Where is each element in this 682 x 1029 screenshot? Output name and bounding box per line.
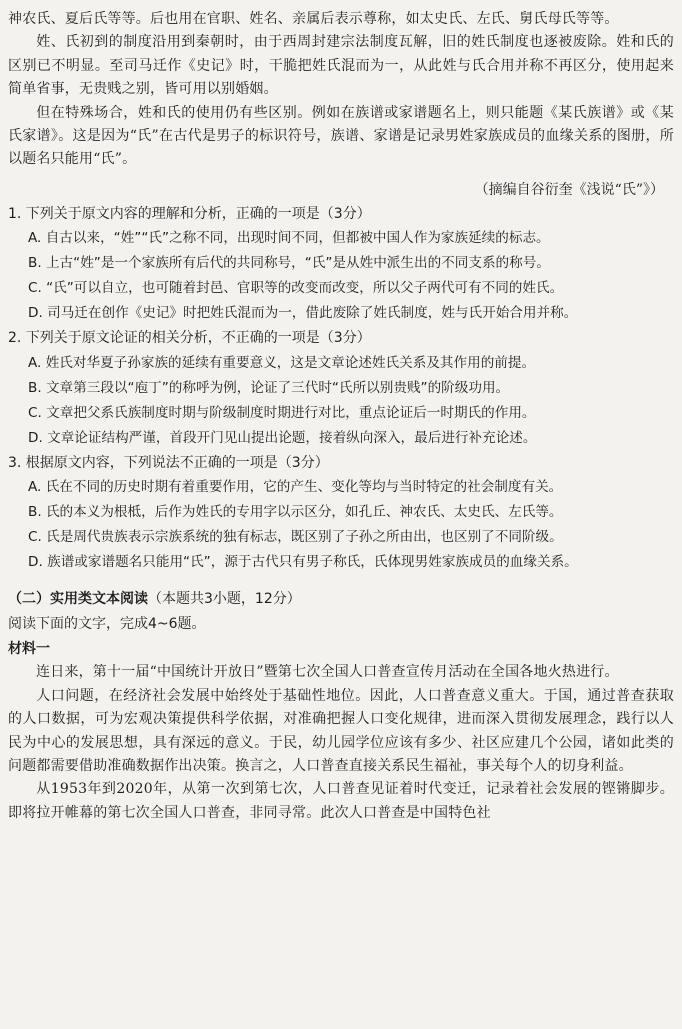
special-occasion-text: 但在特殊场合，姓和氏的使用仍有些区别。例如在族谱或家谱题名上，则只能题《某氏族谱》或《某氏家谱》。这是因为“氏”在古代是男子的标识符号，族谱、家谱是记录男姓家族成员的血缘关系的图册，所以题名只能用“氏”。 — [8, 104, 674, 168]
question-3-stem: 3. 根据原文内容，下列说法不正确的一项是（3分） — [8, 454, 329, 471]
question-2-option-a: A. 姓氏对华夏子孙家族的延续有重要意义，这是文章论述姓氏关系及其作用的前提。 — [28, 354, 536, 371]
question-3-option-d: D. 族谱或家谱题名只能用“氏”，源于古代只有男子称氏，氏体现男姓家族成员的血缘关系。 — [28, 554, 578, 571]
question-2-stem: 2. 下列关于原文论证的相关分析，不正确的一项是（3分） — [8, 330, 371, 347]
question-3 — [8, 451, 674, 576]
material-1-paragraph-2-text: 人口问题，在经济社会发展中始终处于基础性地位。因此，人口普查意义重大。于国，通过普查获取的人口数据，可为宏观决策提供科学依据，对准确把握人口变化规律，进而深入贯彻发展理念，践行以人民为中心的发展思想，具有深远的意义。于民，幼儿园学位应该有多少、社区应建几个公园，诸如此类的问题都需要借助准确数据作出决策。换言之，人口普查直接关系民生福祉，事关每个人的切身利益。 — [8, 687, 674, 774]
question-3-option-a: A. 氏在不同的历史时期有着重要作用，它的产生、变化等均与当时特定的社会制度有关。 — [28, 479, 563, 496]
material-1-paragraph-2 — [8, 685, 674, 779]
question-2-option-d: D. 文章论证结构严谨，首段开门见山提出论题，接着纵向深入，最后进行补充论述。 — [28, 429, 537, 446]
section-2-instruction: 阅读下面的文字，完成4~6题。 — [8, 616, 206, 633]
question-1-stem: 1. 下列关于原文内容的理解和分析，正确的一项是（3分） — [8, 205, 371, 222]
material-1-paragraph-1 — [8, 661, 674, 684]
source-citation: （摘编自谷衍奎《浅说“氏”》） — [474, 181, 664, 198]
section-2-title: （二）实用类文本阅读 — [8, 591, 148, 608]
section-2-heading — [8, 587, 674, 612]
question-1-option-b: B. 上古“姓”是一个家族所有后代的共同称号，“氏”是从姓中派生出的不同支系的称号。 — [28, 255, 550, 272]
question-1-option-c: C. “氏”可以自立，也可随着封邑、官职等的改变而改变，所以父子两代可有不同的姓氏。 — [28, 280, 564, 297]
question-3-option-c: C. 氏是周代贵族表示宗族系统的独有标志，既区别了子孙之所由出，也区别了不同阶级。 — [28, 529, 563, 546]
section-2-meta: （本题共3小题，12分） — [148, 591, 301, 608]
intro-tail-paragraph: 神农氏、夏后氏等等。后也用在官职、姓名、亲属后表示尊称，如太史氏、左氏、舅氏母氏等等。 — [8, 11, 619, 27]
material-1-paragraph-3 — [8, 778, 674, 825]
question-1-option-a: A. 自古以来，“姓”“氏”之称不同，出现时间不同，但都被中国人作为家族延续的标志。 — [28, 230, 550, 247]
question-3-option-b: B. 氏的本义为根柢，后作为姓氏的专用字以示区分，如孔丘、神农氏、太史氏、左氏等。 — [28, 504, 563, 521]
material-1-label: 材料一 — [8, 641, 50, 658]
qin-paragraph-text: 姓、氏初到的制度沿用到秦朝时，由于西周封建宗法制度瓦解，旧的姓氏制度也逐被废除。姓和氏的区别已不明显。至司马迁作《史记》时，干脆把姓氏混而为一，从此姓与氏合用并称不再区分，使用起来简单省事，无贵贱之别，皆可用以别婚姻。 — [8, 34, 674, 98]
question-2 — [8, 326, 674, 451]
material-1-paragraph-3-text: 从1953年到2020年，从第一次到第七次，人口普查见证着时代变迁，记录着社会发展的铿锵脚步。即将拉开帷幕的第七次全国人口普查，非同寻常。此次人口普查是中国特色社 — [8, 781, 674, 821]
question-1 — [8, 202, 674, 327]
question-2-option-b: B. 文章第三段以“庖丁”的称呼为例，论证了三代时“氏所以别贵贱”的阶级功用。 — [28, 379, 510, 396]
question-1-option-d: D. 司马迁在创作《史记》时把姓氏混而为一，借此废除了姓氏制度，姓与氏开始合用并称。 — [28, 305, 578, 322]
section-gap — [8, 575, 674, 587]
material-1-paragraph-1-text: 连日来，第十一届“中国统计开放日”暨第七次全国人口普查宣传月活动在全国各地火热进行。 — [36, 664, 619, 681]
qin-paragraph — [8, 31, 674, 101]
special-occasion-paragraph — [8, 102, 674, 172]
question-2-option-c: C. 文章把父系氏族制度时期与阶级制度时期进行对比，重点论证后一时期氏的作用。 — [28, 404, 536, 421]
